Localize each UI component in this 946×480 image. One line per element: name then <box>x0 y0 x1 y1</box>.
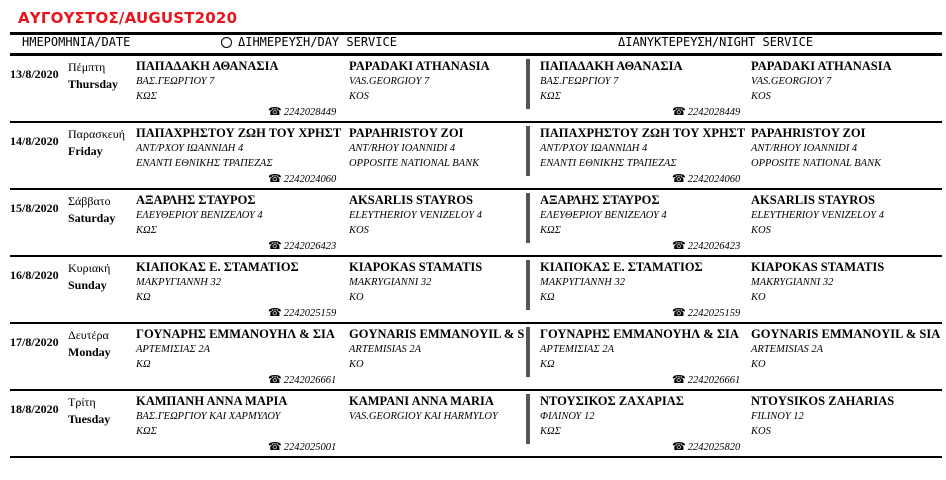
pharmacy-name: ΠΑΠΑΧΡΗΣΤΟΥ ΖΩΗ ΤΟΥ ΧΡΗΣΤ <box>136 126 342 140</box>
pharmacy-address: ELEYTHERIOY VENIZELOY 4 <box>349 210 483 221</box>
pharmacy-name: KIAPOKAS STAMATIS <box>751 260 885 274</box>
pharmacy-name: GOYNARIS EMMANOYIL & SIA <box>751 327 941 341</box>
night-pharmacy-greek <box>540 59 683 104</box>
night-phone[interactable] <box>672 239 740 252</box>
night-pharmacy-english <box>751 193 884 238</box>
pharmacy-address: ΜΑΚΡΥΓΙΑΝΝΗ 32 <box>136 277 222 288</box>
pharmacy-city: ΚΩ <box>540 359 555 370</box>
date-cell: 13/8/2020 <box>10 67 59 81</box>
weekday-greek: Πέμπτη <box>68 60 106 74</box>
pharmacy-name: ΚΑΜΠΑΝΗ ΑΝΝΑ ΜΑΡΙΑ <box>136 394 288 408</box>
day-pharmacy-greek <box>136 327 335 372</box>
day-pharmacy-english <box>349 260 482 305</box>
row-divider <box>10 188 942 190</box>
night-phone[interactable] <box>672 306 740 319</box>
pharmacy-address: ΒΑΣ.ΓΕΩΡΓΙΟΥ 7 <box>540 76 619 87</box>
table-row <box>10 258 942 324</box>
pharmacy-address: ΒΑΣ.ΓΕΩΡΓΙΟΥ ΚΑΙ ΧΑΡΜΥΛΟΥ <box>136 411 281 422</box>
night-phone[interactable] <box>672 440 740 453</box>
pharmacy-address-extra: OPPOSITE NATIONAL BANK <box>751 158 882 169</box>
phone-icon: ☎ <box>672 374 686 386</box>
pharmacy-city: KOS <box>751 225 771 236</box>
pharmacy-city: KOS <box>349 91 369 102</box>
pharmacy-address-extra: OPPOSITE NATIONAL BANK <box>349 158 480 169</box>
day-pharmacy-greek <box>136 193 263 238</box>
phone-icon: ☎ <box>268 374 282 386</box>
phone-number: 2242024060 <box>687 174 741 185</box>
date-cell: 18/8/2020 <box>10 402 59 416</box>
night-pharmacy-english <box>751 126 881 171</box>
phone-icon: ☎ <box>672 106 686 118</box>
pharmacy-city: ΚΩΣ <box>136 225 157 236</box>
pharmacy-address: ELEYTHERIOY VENIZELOY 4 <box>751 210 885 221</box>
date-cell: 17/8/2020 <box>10 335 59 349</box>
night-pharmacy-greek <box>540 193 667 238</box>
night-divider <box>526 59 530 109</box>
weekday-greek: Κυριακή <box>68 261 111 275</box>
night-pharmacy-greek <box>540 394 684 439</box>
table-row <box>10 57 942 123</box>
pharmacy-name: ΓΟΥΝΑΡΗΣ ΕΜΜΑΝΟΥΗΛ & ΣΙΑ <box>540 327 739 341</box>
pharmacy-address: ΑΡΤΕΜΙΣΙΑΣ 2Α <box>540 344 615 355</box>
pharmacy-city: ΚΩΣ <box>136 91 157 102</box>
pharmacy-name: PAPADAKI ATHANASIA <box>751 59 892 73</box>
header-bottom-rule <box>10 53 942 56</box>
phone-icon: ☎ <box>268 307 282 319</box>
phone-icon: ☎ <box>672 441 686 453</box>
night-divider <box>526 260 530 310</box>
row-divider <box>10 456 942 458</box>
table-row <box>10 191 942 257</box>
night-divider <box>526 126 530 176</box>
pharmacy-name: PAPADAKI ATHANASIA <box>349 59 490 73</box>
day-service-header: ΔΙΗΜΕΡΕΥΣΗ/DAY SERVICE <box>238 35 397 49</box>
night-pharmacy-english <box>751 260 884 305</box>
pharmacy-city: ΚΩΣ <box>540 225 561 236</box>
pharmacy-city: ΚΩ <box>136 292 151 303</box>
night-phone[interactable] <box>672 373 740 386</box>
pharmacy-name: ΠΑΠΑΧΡΗΣΤΟΥ ΖΩΗ ΤΟΥ ΧΡΗΣΤ <box>540 126 746 140</box>
circle-icon <box>221 37 232 48</box>
weekday-english: Monday <box>68 345 111 359</box>
row-divider <box>10 255 942 257</box>
pharmacy-name: PAPAHRISTOY ZOI <box>349 126 464 140</box>
pharmacy-address: ΒΑΣ.ΓΕΩΡΓΙΟΥ 7 <box>136 76 215 87</box>
phone-number: 2242025159 <box>687 308 741 319</box>
pharmacy-city: KOS <box>751 91 771 102</box>
pharmacy-address: MAKRYGIANNI 32 <box>349 277 432 288</box>
day-phone[interactable] <box>268 172 336 185</box>
phone-number: 2242026661 <box>687 375 741 386</box>
pharmacy-name: KAMPANI ANNA MARIA <box>349 394 494 408</box>
pharmacy-city: ΚΩ <box>136 359 151 370</box>
pharmacy-city: KO <box>751 359 766 370</box>
pharmacy-address: ΜΑΚΡΥΓΙΑΝΝΗ 32 <box>540 277 626 288</box>
phone-icon: ☎ <box>672 307 686 319</box>
pharmacy-city: KO <box>751 292 766 303</box>
day-pharmacy-greek <box>136 394 287 439</box>
table-header <box>10 35 942 53</box>
phone-icon: ☎ <box>268 441 282 453</box>
pharmacy-city: KOS <box>751 426 771 437</box>
pharmacy-address: ΦΙΛΙΝΟΥ 12 <box>540 411 595 422</box>
phone-icon: ☎ <box>672 173 686 185</box>
pharmacy-city: KOS <box>349 225 369 236</box>
row-divider <box>10 121 942 123</box>
row-divider <box>10 322 942 324</box>
night-pharmacy-greek <box>540 260 703 305</box>
day-pharmacy-english <box>349 327 524 372</box>
day-phone[interactable] <box>268 373 336 386</box>
pharmacy-city: ΚΩΣ <box>540 91 561 102</box>
night-pharmacy-english <box>751 394 894 439</box>
day-pharmacy-english <box>349 126 479 171</box>
pharmacy-address: ANT/RHOY IOANNIDI 4 <box>751 143 858 154</box>
weekday-english: Saturday <box>68 211 116 225</box>
phone-icon: ☎ <box>268 240 282 252</box>
day-pharmacy-greek <box>136 59 279 104</box>
pharmacy-address: ANT/RHOY IOANNIDI 4 <box>349 143 456 154</box>
night-divider <box>526 394 530 444</box>
day-pharmacy-greek <box>136 260 299 305</box>
date-cell: 15/8/2020 <box>10 201 59 215</box>
phone-icon: ☎ <box>268 106 282 118</box>
phone-number: 2242028449 <box>687 107 741 118</box>
day-pharmacy-english <box>349 193 482 238</box>
pharmacy-address: ARTEMISIAS 2A <box>751 344 824 355</box>
pharmacy-name: ΠΑΠΑΔΑΚΗ ΑΘΑΝΑΣΙΑ <box>540 59 683 73</box>
date-cell: 16/8/2020 <box>10 268 59 282</box>
pharmacy-city: ΚΩΣ <box>540 426 561 437</box>
day-phone[interactable] <box>268 239 336 252</box>
table-row <box>10 325 942 391</box>
pharmacy-address: FILINOY 12 <box>751 411 804 422</box>
table-row <box>10 124 942 190</box>
phone-number: 2242025159 <box>283 308 337 319</box>
pharmacy-name: GOYNARIS EMMANOYIL & S <box>349 327 525 341</box>
phone-number: 2242026423 <box>687 241 741 252</box>
pharmacy-address: ΑΡΤΕΜΙΣΙΑΣ 2Α <box>136 344 211 355</box>
pharmacy-city: KO <box>349 292 364 303</box>
pharmacy-city: ΚΩ <box>540 292 555 303</box>
phone-number: 2242025001 <box>283 442 337 453</box>
weekday-greek: Δευτέρα <box>68 328 109 342</box>
pharmacy-name: ΑΞΑΡΛΗΣ ΣΤΑΥΡΟΣ <box>136 193 256 207</box>
day-phone[interactable] <box>268 440 336 453</box>
night-phone[interactable] <box>672 105 740 118</box>
day-phone[interactable] <box>268 306 336 319</box>
phone-number: 2242025820 <box>687 442 741 453</box>
pharmacy-address: ΑΝΤ/ΡΧΟΥ ΙΩΑΝΝΙΔΗ 4 <box>136 143 244 154</box>
pharmacy-name: AKSARLIS STAYROS <box>349 193 474 207</box>
phone-number: 2242026423 <box>283 241 337 252</box>
day-phone[interactable] <box>268 105 336 118</box>
pharmacy-name: PAPAHRISTOY ZOI <box>751 126 866 140</box>
weekday-english: Tuesday <box>68 412 111 426</box>
pharmacy-address: ARTEMISIAS 2A <box>349 344 422 355</box>
pharmacy-address: ΑΝΤ/ΡΧΟΥ ΙΩΑΝΝΙΔΗ 4 <box>540 143 648 154</box>
night-divider <box>526 327 530 377</box>
pharmacy-address: ΕΛΕΥΘΕΡΙΟΥ ΒΕΝΙΖΕΛΟΥ 4 <box>136 210 263 221</box>
row-divider <box>10 389 942 391</box>
night-pharmacy-greek <box>540 126 745 171</box>
pharmacy-name: ΝΤΟΥΣΙΚΟΣ ΖΑΧΑΡΙΑΣ <box>540 394 684 408</box>
pharmacy-name: ΠΑΠΑΔΑΚΗ ΑΘΑΝΑΣΙΑ <box>136 59 279 73</box>
pharmacy-name: NTOYSIKOS ZAHARIAS <box>751 394 895 408</box>
date-cell: 14/8/2020 <box>10 134 59 148</box>
pharmacy-name: ΑΞΑΡΛΗΣ ΣΤΑΥΡΟΣ <box>540 193 660 207</box>
weekday-greek: Παρασκευή <box>68 127 125 141</box>
page-title: ΑΥΓΟΥΣΤΟΣ/AUGUST2020 <box>18 9 238 27</box>
phone-icon: ☎ <box>268 173 282 185</box>
day-pharmacy-english <box>349 394 498 424</box>
pharmacy-address-extra: ΕΝΑΝΤΙ ΕΘΝΙΚΗΣ ΤΡΑΠΕΖΑΣ <box>540 158 677 169</box>
weekday-greek: Σάββατο <box>68 194 111 208</box>
phone-icon: ☎ <box>672 240 686 252</box>
day-pharmacy-greek <box>136 126 341 171</box>
pharmacy-address: VAS.GEORGIOY 7 <box>349 76 430 87</box>
night-divider <box>526 193 530 243</box>
pharmacy-address: VAS.GEORGIOY KAI HARMYLOY <box>349 411 498 422</box>
table-row <box>10 392 942 458</box>
weekday-english: Thursday <box>68 77 119 91</box>
night-pharmacy-english <box>751 327 940 372</box>
phone-number: 2242024060 <box>283 174 337 185</box>
pharmacy-name: KIAPOKAS STAMATIS <box>349 260 483 274</box>
phone-number: 2242026661 <box>283 375 337 386</box>
night-pharmacy-greek <box>540 327 739 372</box>
weekday-english: Friday <box>68 144 103 158</box>
pharmacy-name: ΓΟΥΝΑΡΗΣ ΕΜΜΑΝΟΥΗΛ & ΣΙΑ <box>136 327 335 341</box>
phone-number: 2242028449 <box>283 107 337 118</box>
weekday-english: Sunday <box>68 278 107 292</box>
weekday-greek: Τρίτη <box>68 395 96 409</box>
pharmacy-address: MAKRYGIANNI 32 <box>751 277 834 288</box>
pharmacy-name: ΚΙΑΠΟΚΑΣ Ε. ΣΤΑΜΑΤΙΟΣ <box>540 260 703 274</box>
pharmacy-address: ΕΛΕΥΘΕΡΙΟΥ ΒΕΝΙΖΕΛΟΥ 4 <box>540 210 667 221</box>
night-phone[interactable] <box>672 172 740 185</box>
night-pharmacy-english <box>751 59 892 104</box>
pharmacy-city: ΚΩΣ <box>136 426 157 437</box>
night-service-header: ΔΙΑΝΥΚΤΕΡΕΥΣΗ/NIGHT SERVICE <box>618 35 814 49</box>
day-pharmacy-english <box>349 59 490 104</box>
pharmacy-name: ΚΙΑΠΟΚΑΣ Ε. ΣΤΑΜΑΤΙΟΣ <box>136 260 299 274</box>
pharmacy-address: VAS.GEORGIOY 7 <box>751 76 832 87</box>
pharmacy-name: AKSARLIS STAYROS <box>751 193 876 207</box>
pharmacy-city: KO <box>349 359 364 370</box>
date-column-header: ΗΜΕΡΟΜΗΝΙΑ/DATE <box>22 35 131 49</box>
pharmacy-address-extra: ΕΝΑΝΤΙ ΕΘΝΙΚΗΣ ΤΡΑΠΕΖΑΣ <box>136 158 273 169</box>
